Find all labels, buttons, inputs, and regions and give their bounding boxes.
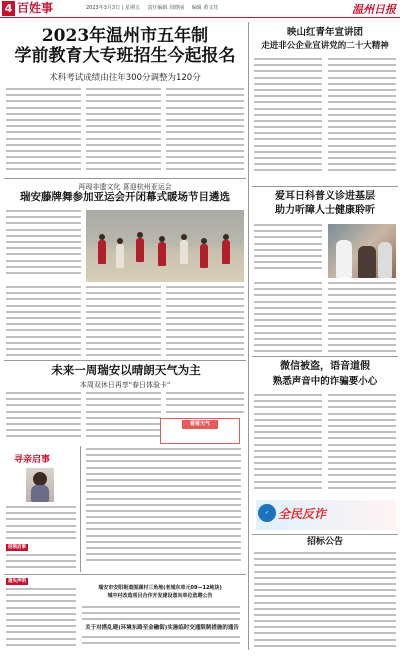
column-divider: [248, 22, 249, 650]
weather-body-col3: [166, 392, 244, 416]
dance-body-col2: [86, 286, 161, 358]
dancer-figure: [98, 240, 106, 264]
dance-body-col3: [166, 286, 244, 358]
redsong-body-col2: [328, 58, 396, 180]
found-notice-tag: 招领启事: [8, 545, 26, 550]
dancer-figure: [180, 240, 188, 264]
dance-headline: 瑞安藤牌舞参加亚运会开闭幕式暖场节目遴选: [20, 191, 230, 203]
redsong-body-col1: [254, 58, 322, 180]
dancer-figure: [222, 240, 230, 264]
doctor-figure: [378, 242, 392, 278]
dance-kicker: 再现非遗文化 喜迎杭州亚运会: [78, 183, 172, 191]
tender-body: [254, 552, 396, 650]
clinic-body-col2: [328, 282, 396, 354]
tender-notice-body: [82, 606, 240, 622]
fraud-headline-line2: 熟悉声音中的诈骗要小心: [272, 376, 378, 387]
lead-body-col2: [86, 88, 161, 174]
lead-body-col1: [6, 88, 81, 174]
weather-box-label: 看看天气: [182, 420, 218, 429]
page-number: 4: [2, 1, 15, 16]
dance-body-col1: [6, 210, 81, 278]
anti-fraud-badge-icon: ✓: [258, 504, 276, 522]
patient-figure: [358, 246, 376, 278]
weather-subtitle: 本周双休日再享"春日体验卡": [79, 381, 171, 389]
fraud-body-col2: [328, 394, 396, 494]
tender-notice-line1: 瑞安市安阳街道围湖村三角地(老城东单元09—12地块): [98, 585, 222, 591]
clinic-body-col1b: [254, 282, 322, 354]
editor-credit: 责任编辑 周晓丽: [147, 5, 185, 11]
found-notice-body: [6, 554, 76, 570]
tender-notice-line2: 城中村改造项目合作开发建设意向单位选聘公告: [107, 593, 213, 599]
traffic-notice-title: 关于对搭乱建(环境东路至金融街)实施临时交通限制措施的通告: [85, 625, 239, 631]
tender-notice-title: [80, 584, 240, 606]
section-title: 百姓事: [17, 1, 54, 15]
missing-body: [6, 506, 76, 542]
weather-body-col1: [6, 392, 81, 440]
tender-title: 招标公告: [306, 537, 343, 547]
dancer-figure: [158, 242, 166, 266]
clinic-headline-line1: 爱耳日科普义诊进基层: [275, 191, 375, 202]
header-meta: [86, 4, 224, 11]
issue-date: 2023年3月3日 | 星期五: [86, 5, 140, 11]
fraud-body-col1: [254, 394, 322, 494]
dancer-figure: [116, 244, 124, 268]
lead-body-col3: [166, 88, 244, 174]
section-rule: [4, 360, 246, 361]
missing-person-title: 寻亲启事: [14, 455, 51, 465]
lead-headline-line2: 学前教育大专班招生今起报名: [14, 46, 236, 66]
clinic-photo: [328, 224, 396, 278]
anti-fraud-banner-text: 全民反诈: [278, 507, 327, 521]
redsong-headline-line2: 走进非公企业宣讲党的二十大精神: [261, 41, 389, 51]
clinic-body-col1: [254, 224, 322, 276]
doctor-figure: [336, 240, 352, 278]
section-rule: [252, 356, 398, 357]
weather-headline: 未来一周瑞安以晴朗天气为主: [51, 363, 201, 377]
section-rule: [252, 534, 398, 535]
page-header: [0, 0, 400, 18]
section-rule: [252, 186, 398, 187]
dance-photo: [86, 210, 244, 282]
lead-subtitle: 术科考试成绩由往年300分调整为120分: [49, 73, 201, 83]
section-rule: [4, 574, 246, 575]
missing-person-photo: [26, 468, 54, 502]
lost-notice-tag: 遗失声明: [8, 579, 26, 584]
dancer-figure: [136, 238, 144, 262]
lost-notice-body: [6, 588, 76, 650]
lead-headline-line1: 2023年温州市五年制: [41, 26, 209, 46]
ad-block: [86, 448, 241, 570]
column-divider: [80, 446, 81, 572]
weather-body-col2: [86, 392, 161, 440]
section-rule: [4, 178, 246, 179]
redsong-headline-line1: 映山红青年宣讲团: [286, 27, 363, 38]
fraud-headline-line1: 微信被盗，语音道假: [280, 361, 370, 372]
dancer-figure: [200, 244, 208, 268]
traffic-notice-body: [82, 636, 240, 650]
dance-body-col1b: [6, 286, 81, 358]
clinic-headline-line2: 助力听障人士健康聆听: [275, 205, 375, 216]
child-body: [31, 485, 49, 502]
masthead-logo: 温州日报: [352, 3, 396, 16]
child-head: [33, 472, 47, 486]
designer-credit: 编辑 黄文钰: [191, 5, 219, 11]
